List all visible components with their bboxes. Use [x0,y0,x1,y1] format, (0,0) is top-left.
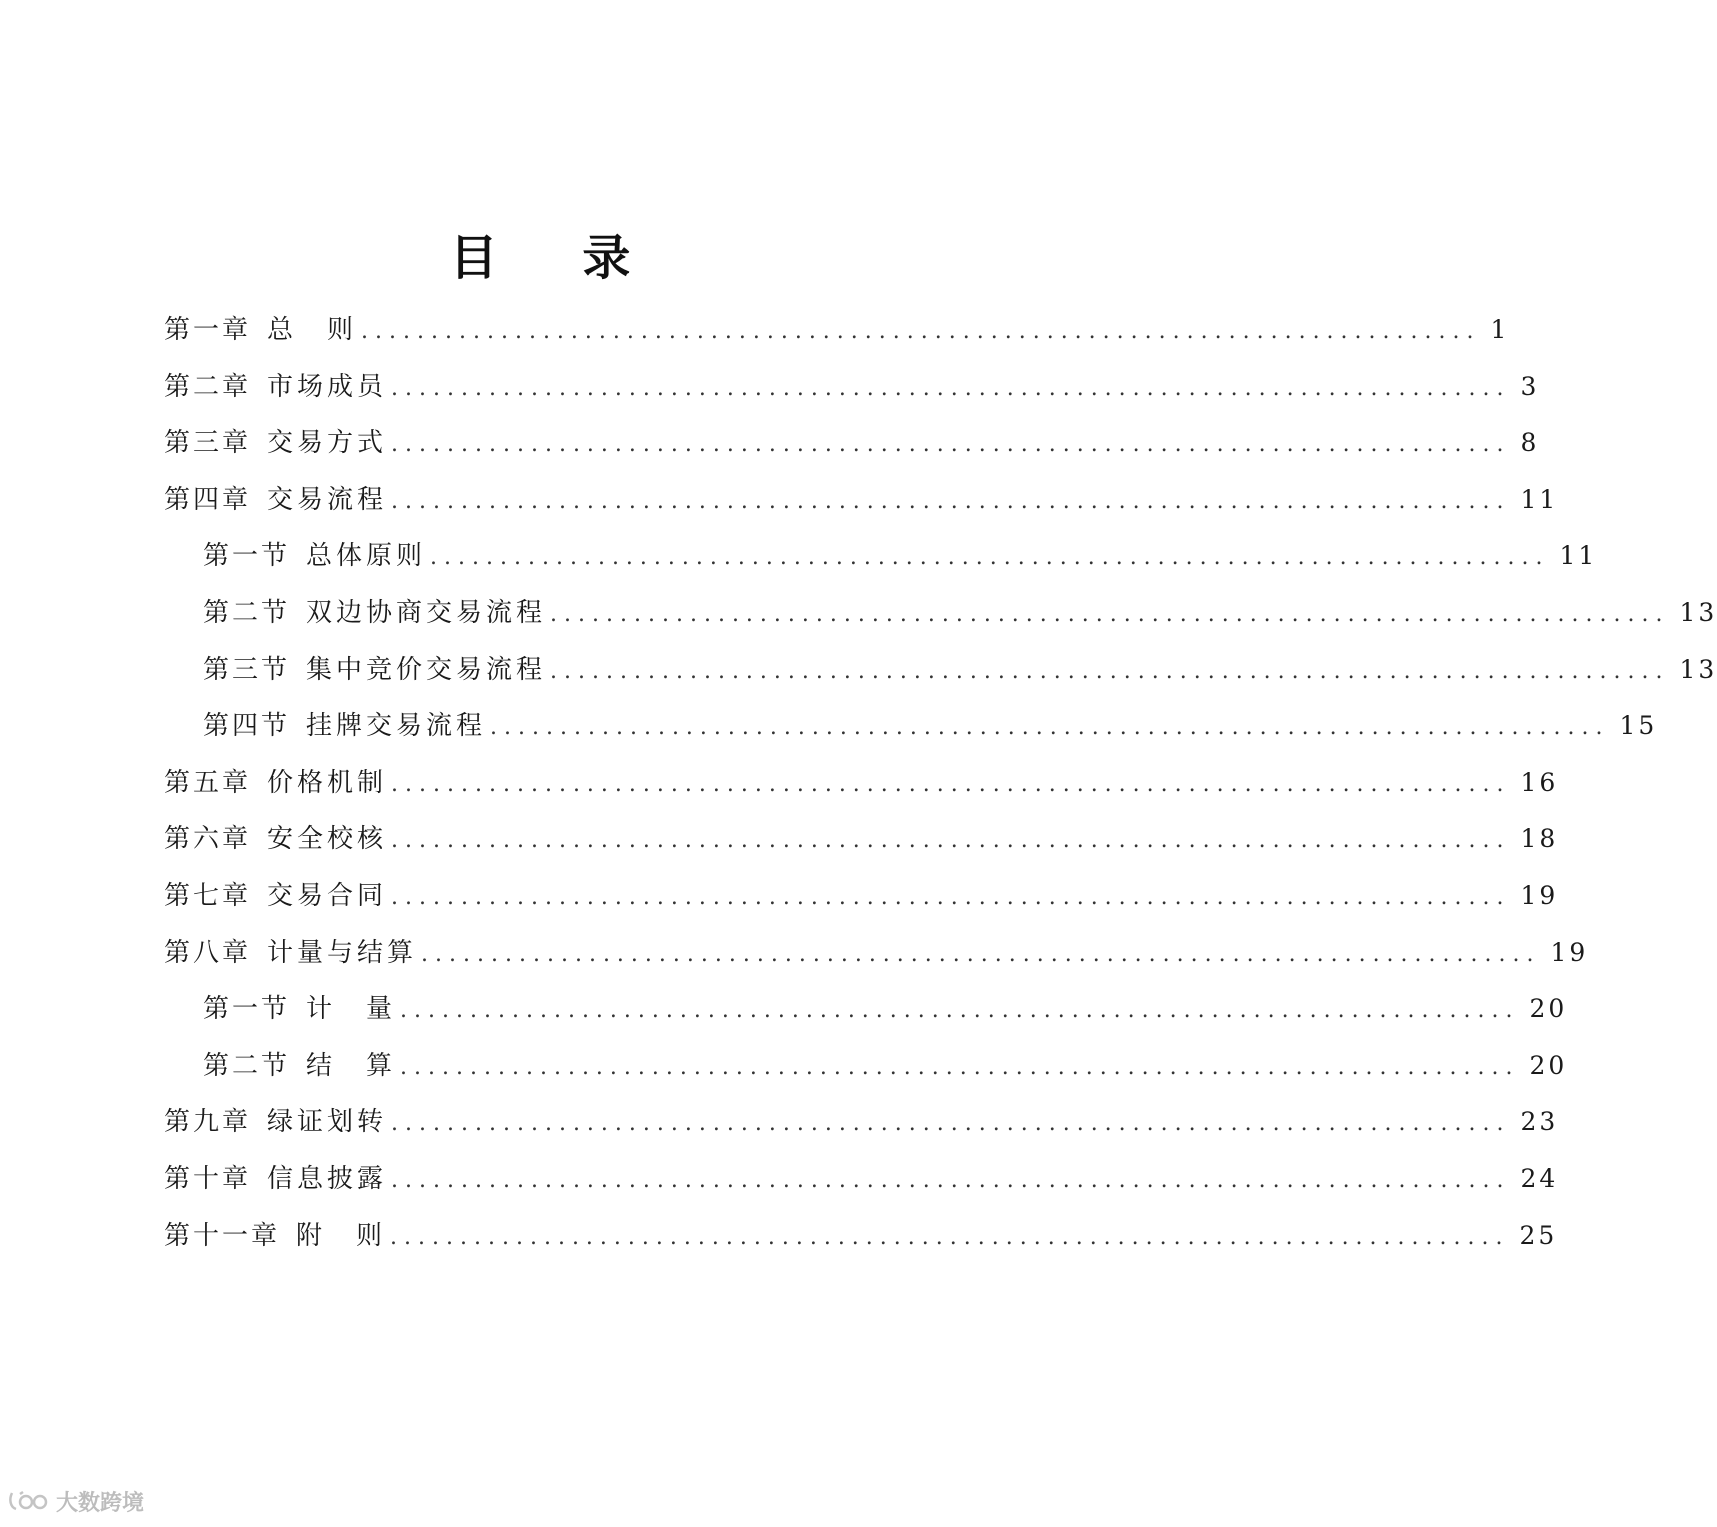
toc-entry-label: 第一节 [203,541,291,572]
toc-entry-label: 第三节 [203,654,291,685]
toc-entry-label: 第二节 [203,1050,291,1081]
toc-page-number: 23 [1520,1107,1559,1137]
toc-chapter-entry[interactable] [164,359,1540,415]
toc-page-number: 18 [1520,824,1559,854]
dot-leader: ................................................................................ [391,828,1511,854]
dot-leader: ................................................................................ [391,885,1511,910]
toc-entry-title: 总 则 [267,315,358,345]
toc-entry-label: 第三章 [164,428,252,459]
toc-section-entry[interactable] [203,698,1658,754]
toc-entry-title: 集中竞价交易流程 [306,654,547,685]
toc-page-number: 1 [1490,315,1510,344]
toc-entry-label: 第四章 [164,484,252,515]
toc-page-number: 16 [1520,767,1559,797]
toc-page-number: 24 [1520,1164,1559,1193]
toc-page-number: 8 [1520,428,1540,458]
dot-leader: ................................................................................ [391,432,1511,458]
toc-entry-title: 总体原则 [306,541,427,572]
toc-page-number: 25 [1519,1220,1558,1250]
toc-entry-label: 第十章 [164,1164,252,1194]
toc-entry-label: 第九章 [164,1107,252,1138]
toc-entry-title: 市场成员 [267,371,388,402]
toc-entry-title: 绿证划转 [267,1107,388,1138]
toc-entry-label: 第二章 [164,371,252,402]
toc-entry-label: 第七章 [164,881,252,911]
toc-entry-title: 价格机制 [267,767,388,798]
page-title: 目 录 [449,230,665,286]
toc-chapter-entry[interactable] [164,472,1559,528]
dot-leader: ................................................................................ [550,658,1670,684]
toc-entry-title: 信息披露 [267,1164,388,1194]
toc-entry-label: 第十一章 [164,1220,281,1251]
toc-entry-title: 交易流程 [267,484,388,515]
dot-leader: ................................................................................ [430,545,1550,571]
dot-leader: ................................................................................ [391,375,1511,401]
toc-chapter-entry[interactable] [164,1151,1559,1207]
toc-page-number: 20 [1529,1050,1568,1080]
toc-page-number: 3 [1520,371,1540,401]
toc-entry-label: 第八章 [164,937,252,968]
toc-section-entry[interactable] [203,642,1717,698]
toc-chapter-entry[interactable] [164,868,1559,924]
toc-page-number: 11 [1559,541,1598,571]
toc-entry-title: 安全校核 [267,824,388,855]
dot-leader: ................................................................................ [391,1168,1511,1193]
dot-leader: ................................................................................ [400,998,1520,1024]
dot-leader: ................................................................................ [490,715,1610,741]
toc-entry-label: 第五章 [164,767,252,798]
toc-page-number: 19 [1550,937,1589,967]
toc-entry-title: 挂牌交易流程 [306,711,487,742]
toc-page-number: 20 [1529,994,1568,1024]
toc-section-entry[interactable] [203,1038,1568,1094]
dot-leader: ................................................................................ [390,1224,1510,1250]
dot-leader: ................................................................................ [400,1054,1520,1080]
toc-chapter-entry[interactable] [164,302,1510,358]
toc-chapter-entry[interactable] [164,755,1559,811]
toc-entry-title: 双边协商交易流程 [306,598,547,628]
dot-leader: ................................................................................ [391,1111,1511,1137]
toc-entry-label: 第一节 [203,994,291,1025]
toc-entry-label: 第四节 [203,711,291,742]
toc-entry-label: 第二节 [203,598,291,628]
toc-chapter-entry[interactable] [164,1208,1558,1264]
toc-entry-label: 第一章 [164,315,252,345]
toc-section-entry[interactable] [203,981,1568,1037]
toc-section-entry[interactable] [203,528,1598,584]
toc-page-number: 11 [1520,484,1559,514]
dot-leader: ................................................................................ [391,771,1511,797]
dot-leader: ................................................................................ [550,602,1670,627]
toc-entry-title: 交易方式 [267,428,388,459]
watermark-text: 大数跨境 [56,1490,145,1516]
toc-page-number: 15 [1619,711,1658,741]
toc-chapter-entry[interactable] [164,811,1559,867]
toc-entry-title: 附 则 [296,1220,387,1251]
brand-logo-icon [8,1489,52,1513]
toc-entry-title: 交易合同 [267,881,388,911]
toc-entry-label: 第六章 [164,824,252,855]
toc-chapter-entry[interactable] [164,1094,1559,1150]
toc-entry-title: 结 算 [306,1050,397,1081]
toc-page-number: 13 [1679,598,1717,627]
toc-chapter-entry[interactable] [164,415,1540,471]
watermark [8,1486,144,1516]
dot-leader: ................................................................................ [421,941,1541,967]
toc-page-number: 13 [1679,654,1717,684]
toc-section-entry[interactable] [203,585,1717,641]
toc-entry-title: 计量与结算 [267,937,418,968]
dot-leader: ................................................................................ [391,488,1511,514]
dot-leader: ................................................................................ [361,319,1481,344]
toc-chapter-entry[interactable] [164,925,1589,981]
toc-page-number: 19 [1520,881,1559,910]
toc-entry-title: 计 量 [306,994,397,1025]
